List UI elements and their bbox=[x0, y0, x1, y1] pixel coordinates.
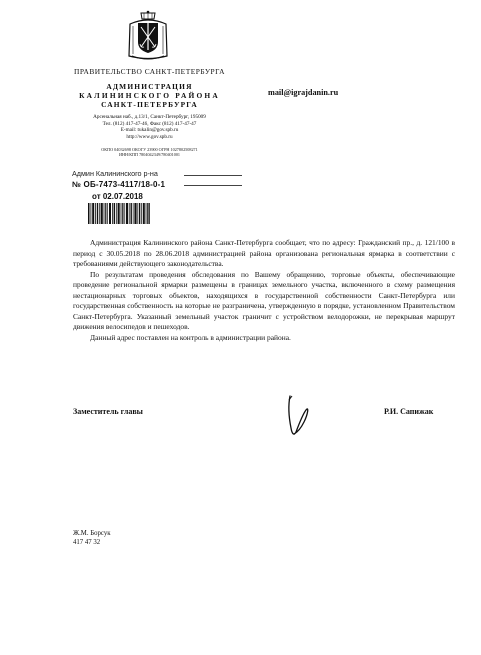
coat-of-arms-icon bbox=[126, 10, 170, 62]
letterhead-contacts bbox=[62, 114, 237, 140]
registration-addressee: Админ Калининского р-на bbox=[72, 169, 158, 178]
executor-name: Ж.М. Борсук bbox=[73, 530, 111, 537]
admin-title-line: АДМИНИСТРАЦИЯ bbox=[106, 82, 193, 91]
email: E-mail: tukalin@gov.spb.ru bbox=[120, 127, 179, 134]
administration-title bbox=[62, 82, 237, 109]
barcode bbox=[88, 203, 150, 224]
phone-fax: Тел. (812) 417-47-46, Факс (812) 417-47-47 bbox=[102, 120, 197, 127]
okpo-codes: ОКПО 04032698 ОКОГУ 23900 ОГРН 1027802508271 bbox=[101, 147, 198, 152]
executor-info bbox=[73, 530, 111, 548]
admin-title-line: КАЛИНИНСКОГО РАЙОНА bbox=[79, 91, 220, 100]
body-paragraph: Данный адрес поставлен на контроль в администрации района. bbox=[90, 332, 291, 342]
letter-body bbox=[73, 238, 455, 343]
address: Арсенальная наб., д.13/1, Санкт-Петербург, 195009 bbox=[93, 114, 206, 120]
signatory-title: Заместитель главы bbox=[73, 407, 143, 416]
website: http://www.gov.spb.ru bbox=[126, 133, 173, 140]
inn-kpp: ИНН/КПП 7804042349/780401001 bbox=[118, 152, 181, 158]
executor-phone: 417 47 32 bbox=[73, 538, 101, 546]
government-title: ПРАВИТЕЛЬСТВО САНКТ-ПЕТЕРБУРГА bbox=[74, 67, 225, 76]
registration-number: № ОБ-7473-4117/18-0-1 bbox=[72, 180, 166, 189]
recipient-email: mail@igrajdanin.ru bbox=[268, 88, 339, 97]
body-paragraph: По результатам проведения обследования по Вашему обращению, торговые объекты, обеспечивающие проведение региональной ярмарки размещены в границах земельного участка, включенного в схему размещения нестационарных торговых объектов, находящихся в государственной собственности Санкт-Петербурга или государственная собственность на которые не разграничена, утвержденную в порядке, установленном Правительством Санкт-Петербурга. Указанный земельный участок граничит с устройством велодорожки, не перекрывая маршрут движения велосипедов и пешеходов. bbox=[73, 269, 455, 332]
handwritten-signature bbox=[276, 392, 316, 438]
body-paragraph: Администрация Калининского района Санкт-Петербурга сообщает, что по адресу: Гражданский пр., д. 121/100 в период с 30.05.2018 по 28.06.2018 администрацией района организована региональная ярмарка в соответствии с требованиями действующего законодательства. bbox=[73, 238, 455, 269]
registration-date: от 02.07.2018 bbox=[92, 192, 143, 201]
registration-codes bbox=[62, 147, 237, 158]
admin-title-line: САНКТ-ПЕТЕРБУРГА bbox=[101, 100, 198, 109]
signatory-name: Р.И. Сапижак bbox=[384, 407, 434, 416]
form-line bbox=[184, 175, 242, 176]
form-line bbox=[184, 185, 242, 186]
